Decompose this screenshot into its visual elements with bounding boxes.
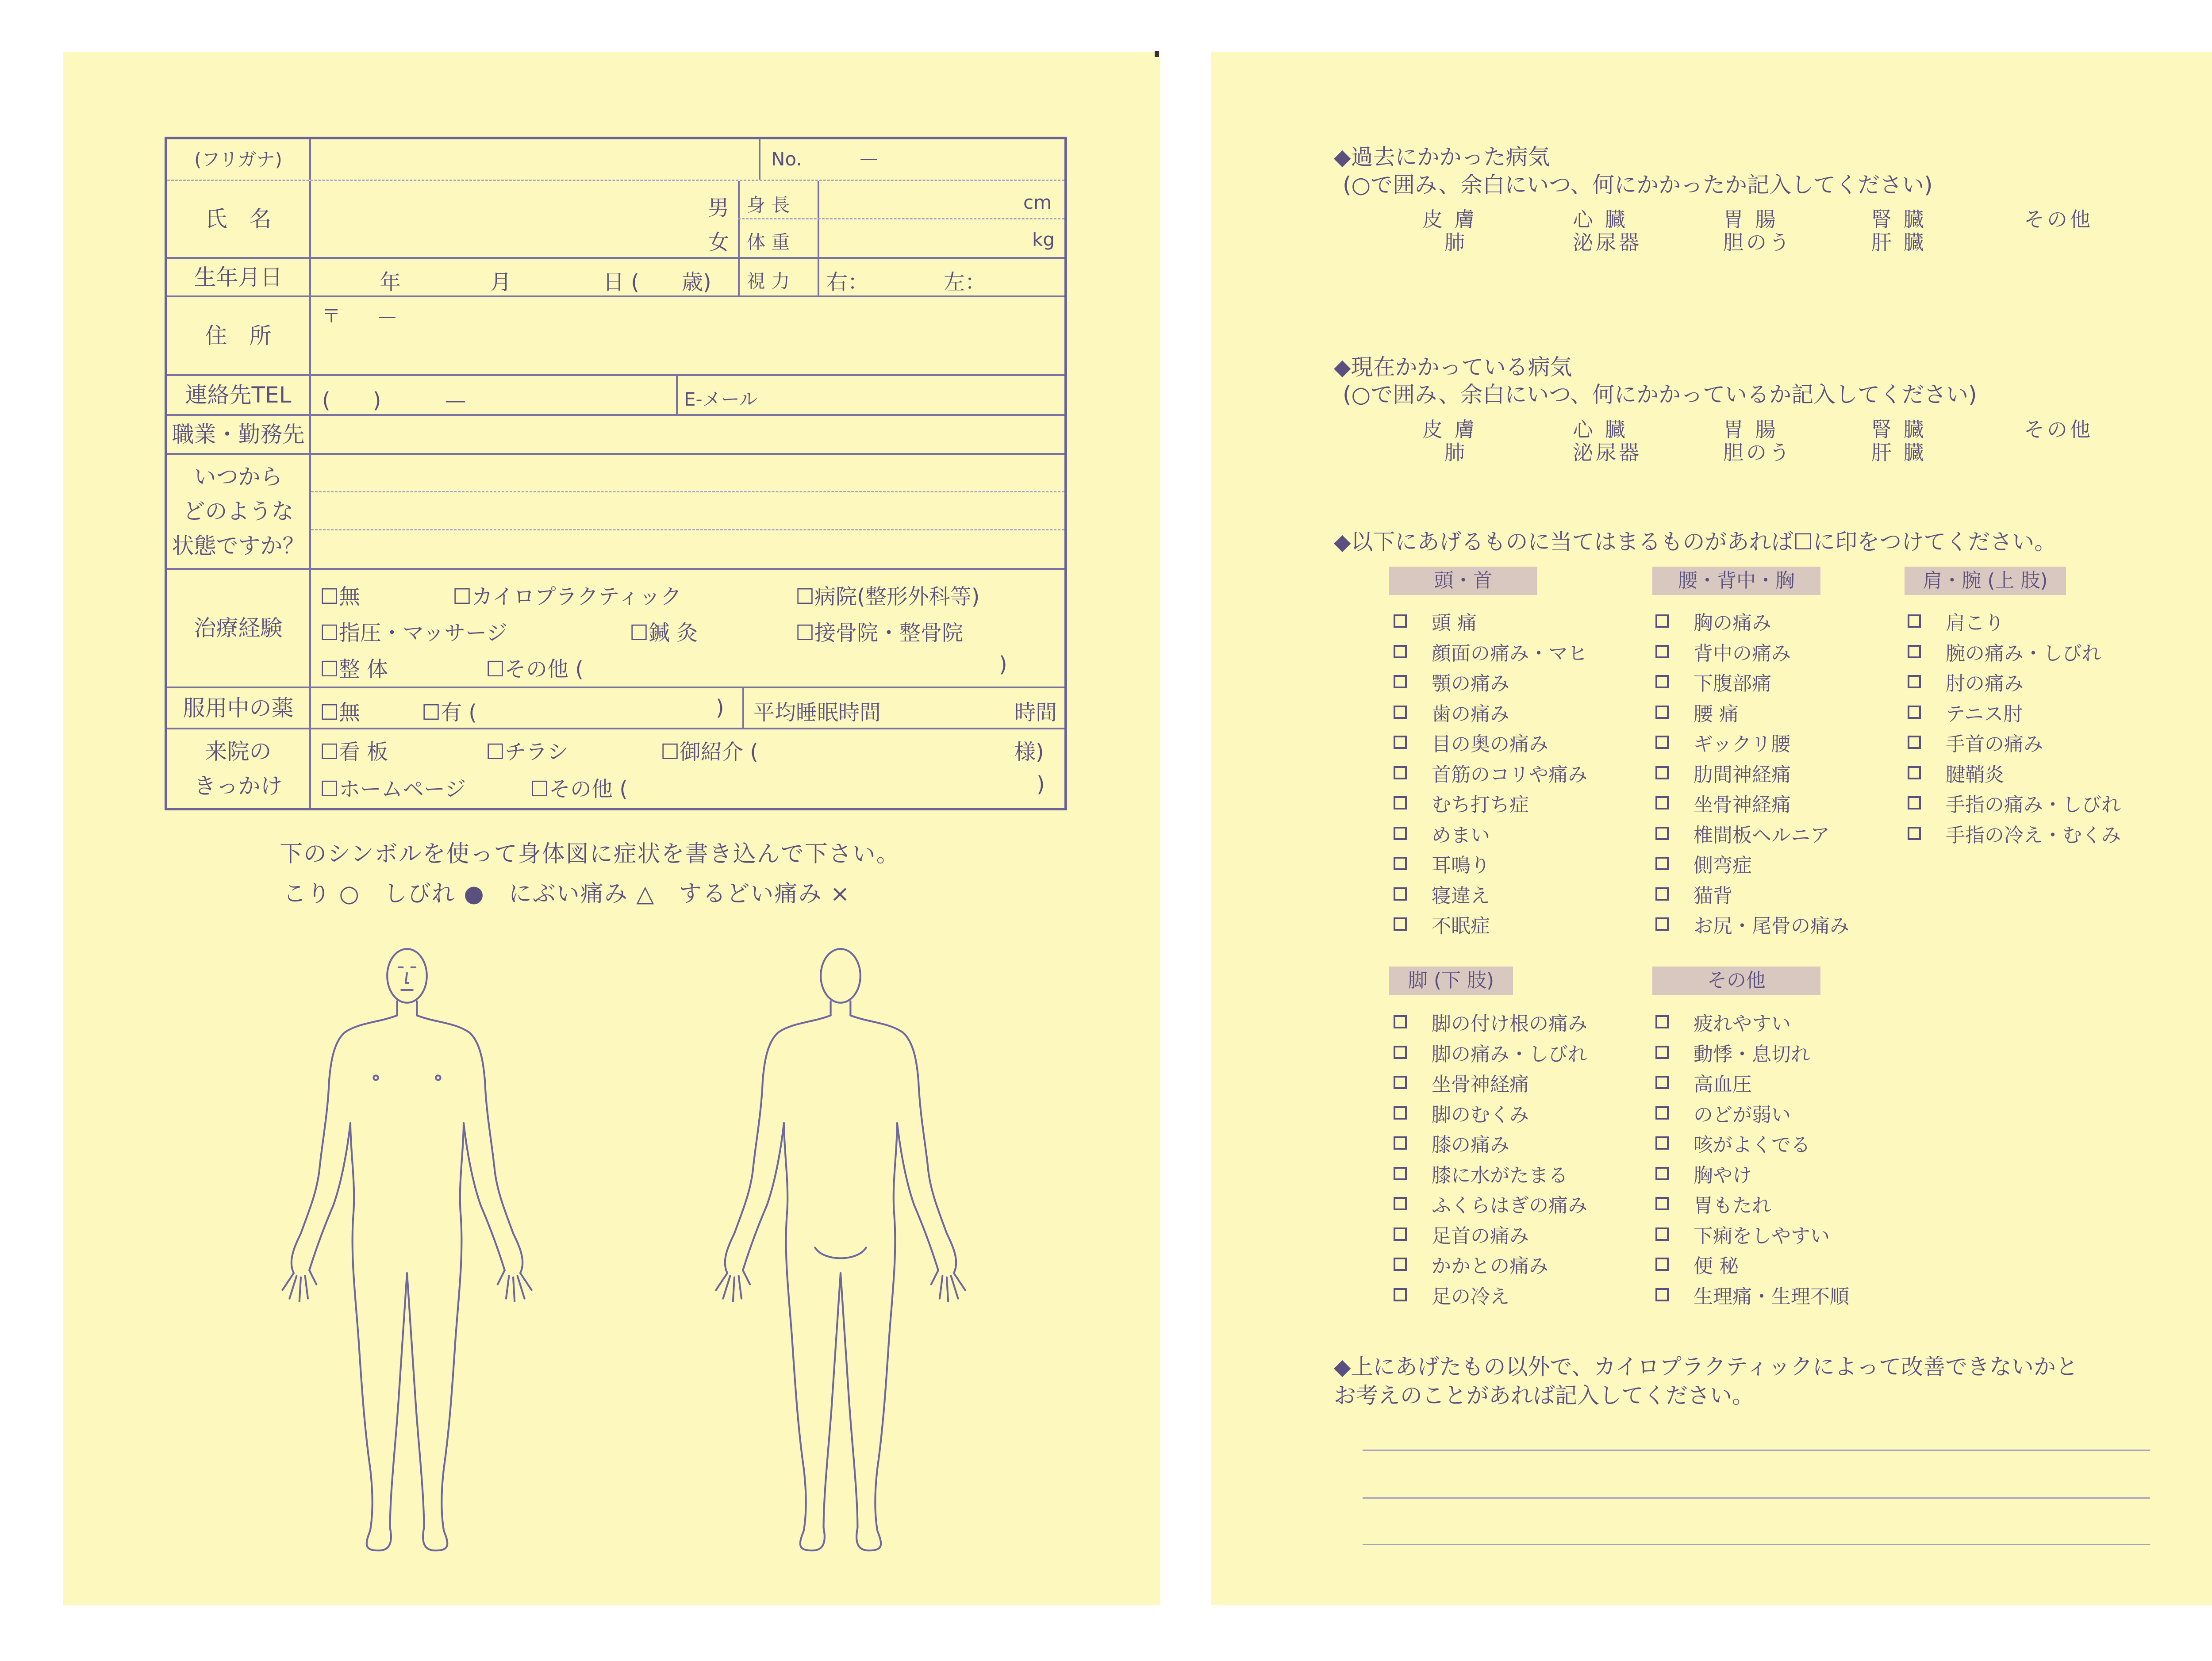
- shoulder-arm-item-label: 手首の痛み: [1946, 733, 2043, 756]
- leg-item-label: 足首の痛み: [1432, 1224, 1529, 1247]
- day-age-label: 日 ( 歳): [603, 270, 711, 295]
- symptom-history-label: いつから どのような 状態ですか？: [167, 455, 311, 568]
- shoulder-arm-item[interactable]: [1908, 606, 2121, 637]
- medicine-row: [167, 688, 1064, 729]
- visit-flyer-checkbox[interactable]: ☐チラシ: [486, 740, 569, 764]
- treatment-other-close: ): [999, 652, 1007, 677]
- leg-item-label: 膝に水がたまる: [1432, 1164, 1568, 1187]
- category-head-neck: 頭・首: [1389, 567, 1537, 595]
- disease-heart[interactable]: 心 臓: [1573, 418, 1628, 441]
- treatment-chiro-checkbox[interactable]: ☐カイロプラクティック: [453, 584, 682, 609]
- other-item[interactable]: [1655, 1098, 1849, 1128]
- head-neck-item-label: めまい: [1432, 824, 1490, 847]
- referral-row: [167, 729, 1064, 808]
- furigana-label: (フリガナ): [167, 139, 311, 180]
- female-option[interactable]: 女: [708, 230, 730, 255]
- other-item[interactable]: [1655, 1280, 1849, 1310]
- shoulder-arm-item-label: 手指の痛み・しびれ: [1946, 794, 2121, 817]
- checkbox[interactable]: [1394, 1106, 1407, 1120]
- other-item-label: 生理痛・生理不順: [1694, 1285, 1849, 1308]
- checkbox[interactable]: [1394, 1288, 1407, 1301]
- checkbox[interactable]: [1655, 1228, 1669, 1241]
- head-neck-item-label: 目の奥の痛み: [1432, 733, 1548, 756]
- back-chest-item[interactable]: [1655, 879, 1849, 909]
- other-item-label: 咳がよくでる: [1694, 1134, 1810, 1157]
- checkbox[interactable]: [1394, 917, 1407, 931]
- checkbox[interactable]: [1655, 706, 1669, 719]
- leg-item-label: 脚のむくみ: [1432, 1103, 1529, 1126]
- back-chest-item-label: ギックリ腰: [1694, 733, 1791, 756]
- address-row: [167, 297, 1064, 376]
- month-label: 月: [490, 270, 512, 295]
- leg-checklist: [1394, 1007, 1587, 1310]
- disease-lung[interactable]: 肺: [1444, 230, 1467, 254]
- head-neck-item[interactable]: [1394, 697, 1587, 728]
- back-chest-item-label: 猫背: [1694, 884, 1732, 907]
- other-item-label: 便 秘: [1694, 1255, 1739, 1278]
- disease-gallbladder[interactable]: 胆のう: [1723, 230, 1792, 254]
- body-diagram-back[interactable]: [699, 933, 982, 1570]
- category-shoulder-arm: 肩・腕 (上 肢): [1905, 567, 2066, 595]
- disease-other[interactable]: その他: [2024, 418, 2093, 441]
- checkbox[interactable]: [1394, 645, 1407, 658]
- contact-row: [167, 376, 1064, 416]
- leg-item-label: かかとの痛み: [1432, 1255, 1548, 1278]
- checkbox[interactable]: [1655, 736, 1669, 749]
- current-illness-title: ◆現在かかっている病気: [1334, 354, 1572, 380]
- visit-sign-checkbox[interactable]: ☐看 板: [320, 740, 388, 764]
- disease-gallbladder[interactable]: 胆のう: [1723, 441, 1792, 464]
- other-item-label: 下痢をしやすい: [1694, 1224, 1830, 1247]
- checkbox[interactable]: [1394, 1228, 1407, 1241]
- leg-item-label: 脚の付け根の痛み: [1432, 1013, 1587, 1036]
- symptom-checklist-title: ◆以下にあげるものに当てはまるものがあれば☐に印をつけてください。: [1334, 529, 2057, 555]
- checkbox[interactable]: [1394, 796, 1407, 809]
- shoulder-arm-item[interactable]: [1908, 758, 2121, 788]
- head-neck-item[interactable]: [1394, 848, 1587, 879]
- head-neck-item-label: 顔面の痛み・マヒ: [1432, 642, 1587, 665]
- back-chest-item[interactable]: [1655, 758, 1849, 788]
- medicine-close: ): [716, 695, 724, 720]
- back-chest-item[interactable]: [1655, 667, 1849, 697]
- back-chest-item-label: 腰 痛: [1694, 702, 1739, 725]
- shoulder-arm-item[interactable]: [1908, 637, 2121, 667]
- leg-item[interactable]: [1394, 1158, 1587, 1189]
- checkbox[interactable]: [1394, 1046, 1407, 1059]
- back-chest-item[interactable]: [1655, 606, 1849, 637]
- head-neck-item[interactable]: [1394, 788, 1587, 818]
- back-chest-item[interactable]: [1655, 848, 1849, 879]
- leg-item-label: 足の冷え: [1432, 1285, 1509, 1308]
- leg-item-label: 坐骨神経痛: [1432, 1073, 1529, 1096]
- back-chest-item-label: 背中の痛み: [1694, 642, 1791, 665]
- checkbox[interactable]: [1908, 675, 1921, 688]
- checkbox[interactable]: [1394, 1258, 1407, 1271]
- address-label: 住 所: [167, 297, 311, 374]
- closing-prompt-line1: ◆上にあげたもの以外で、カイロプラクティックによって改善できないかと: [1334, 1354, 2078, 1380]
- no-dash: —: [860, 147, 878, 169]
- checkbox[interactable]: [1908, 706, 1921, 719]
- referral-label: 来院の きっかけ: [167, 729, 311, 808]
- category-leg: 脚 (下 肢): [1389, 967, 1513, 995]
- shoulder-arm-item-label: 手指の冷え・むくみ: [1946, 824, 2121, 847]
- other-item[interactable]: [1655, 1249, 1849, 1280]
- checkbox[interactable]: [1394, 1136, 1407, 1150]
- height-label: 身 長: [747, 194, 790, 216]
- vision-label: 視 力: [747, 270, 790, 292]
- checkbox[interactable]: [1908, 614, 1921, 628]
- head-neck-item-label: 首筋のコリや痛み: [1432, 763, 1587, 786]
- visit-referral-checkbox[interactable]: ☐御紹介 (: [661, 740, 759, 764]
- back-chest-item-label: 下腹部痛: [1694, 672, 1771, 695]
- other-item[interactable]: [1655, 1219, 1849, 1250]
- checkbox[interactable]: [1655, 796, 1669, 809]
- checkbox[interactable]: [1908, 827, 1921, 840]
- medicine-none-checkbox[interactable]: ☐無: [320, 700, 361, 725]
- shoulder-arm-item-label: 腱鞘炎: [1946, 763, 2004, 786]
- writing-line[interactable]: [1363, 1544, 2150, 1545]
- checkbox[interactable]: [1655, 766, 1669, 779]
- visit-homepage-checkbox[interactable]: ☐ホームページ: [320, 777, 466, 802]
- back-chest-item[interactable]: [1655, 637, 1849, 667]
- other-item[interactable]: [1655, 1037, 1849, 1068]
- body-diagram-front[interactable]: [265, 933, 549, 1570]
- leg-item[interactable]: [1394, 1128, 1587, 1158]
- checkbox[interactable]: [1655, 614, 1669, 628]
- tel-label: 連絡先TEL: [167, 376, 311, 414]
- shoulder-arm-item-label: 肘の痛み: [1946, 672, 2024, 695]
- shoulder-arm-item[interactable]: [1908, 818, 2121, 849]
- checkbox[interactable]: [1655, 1288, 1669, 1301]
- other-checklist: [1655, 1007, 1849, 1310]
- head-neck-item-label: 頭 痛: [1432, 612, 1477, 635]
- other-item[interactable]: [1655, 1189, 1849, 1219]
- leg-item[interactable]: [1394, 1007, 1587, 1037]
- back-chest-item[interactable]: [1655, 697, 1849, 728]
- shoulder-arm-item[interactable]: [1908, 667, 2121, 697]
- checkbox[interactable]: [1655, 1136, 1669, 1150]
- treatment-seitai-checkbox[interactable]: ☐整 体: [320, 657, 388, 682]
- back-chest-item-label: 側弯症: [1694, 854, 1752, 877]
- furigana-field[interactable]: [311, 139, 904, 179]
- treatment-label: 治療経験: [167, 570, 311, 687]
- disease-kidney[interactable]: 腎 臓: [1871, 207, 1927, 231]
- treatment-none-checkbox[interactable]: ☐無: [320, 584, 361, 609]
- category-back-chest: 腰・背中・胸: [1652, 567, 1820, 595]
- disease-other[interactable]: その他: [2024, 207, 2093, 231]
- leg-item[interactable]: [1394, 1037, 1587, 1068]
- head-neck-item-label: むち打ち症: [1432, 794, 1529, 817]
- name-field[interactable]: [311, 181, 758, 257]
- other-item-label: 胃もたれ: [1694, 1194, 1771, 1217]
- other-item[interactable]: [1655, 1158, 1849, 1189]
- no-label: No.: [771, 148, 802, 170]
- leg-item[interactable]: [1394, 1219, 1587, 1250]
- checkbox[interactable]: [1655, 857, 1669, 870]
- checkbox[interactable]: [1655, 1046, 1669, 1059]
- category-other: その他: [1652, 967, 1820, 995]
- head-neck-item-label: 耳鳴り: [1432, 854, 1490, 877]
- leg-item[interactable]: [1394, 1067, 1587, 1098]
- checkbox[interactable]: [1394, 857, 1407, 870]
- head-neck-item[interactable]: [1394, 879, 1587, 909]
- back-chest-item-label: 椎間板ヘルニア: [1694, 824, 1830, 847]
- checkbox[interactable]: [1655, 1258, 1669, 1271]
- leg-item[interactable]: [1394, 1280, 1587, 1310]
- shoulder-arm-item-label: 肩こり: [1946, 612, 2004, 635]
- checkbox[interactable]: [1655, 1197, 1669, 1210]
- symbol-legend: こり ○ しびれ ● にぶい痛み △ するどい痛み ×: [283, 881, 851, 907]
- name-label: 氏 名: [167, 181, 311, 257]
- symptom-history-row: [167, 455, 1064, 570]
- other-item-label: 動悸・息切れ: [1694, 1043, 1810, 1066]
- treatment-bonesetter-checkbox[interactable]: ☐接骨院・整骨院: [795, 621, 964, 645]
- other-item[interactable]: [1655, 1067, 1849, 1098]
- medicine-label: 服用中の薬: [167, 688, 311, 728]
- writing-line[interactable]: [1363, 1450, 2150, 1451]
- disease-urinary[interactable]: 泌尿器: [1573, 441, 1642, 464]
- other-item-label: 疲れやすい: [1694, 1013, 1791, 1036]
- checkbox[interactable]: [1655, 675, 1669, 688]
- checkbox[interactable]: [1394, 1076, 1407, 1089]
- vision-left[interactable]: 左：: [944, 270, 987, 295]
- sleep-unit: 時間: [1014, 700, 1057, 725]
- shoulder-arm-checklist: [1908, 606, 2121, 848]
- disease-stomach[interactable]: 胃 腸: [1723, 207, 1778, 231]
- weight-unit: kg: [1032, 229, 1055, 250]
- other-item-label: 胸やけ: [1694, 1164, 1752, 1187]
- disease-skin[interactable]: 皮 膚: [1422, 418, 1478, 441]
- vision-right[interactable]: 右：: [826, 270, 869, 295]
- head-neck-item-label: 不眠症: [1432, 915, 1490, 938]
- checkbox[interactable]: [1394, 614, 1407, 628]
- medicine-yes-checkbox[interactable]: ☐有 (: [422, 700, 477, 725]
- checkbox[interactable]: [1394, 887, 1407, 901]
- head-neck-item-label: 歯の痛み: [1432, 702, 1509, 725]
- past-illness-note: (○で囲み、余白にいつ、何にかかったか記入してください): [1343, 172, 1933, 198]
- head-neck-checklist: [1394, 606, 1587, 940]
- checkbox[interactable]: [1655, 917, 1669, 931]
- shoulder-arm-item[interactable]: [1908, 727, 2121, 758]
- head-neck-item[interactable]: [1394, 637, 1587, 667]
- writing-line[interactable]: [1363, 1497, 2150, 1499]
- head-neck-item[interactable]: [1394, 909, 1587, 940]
- treatment-acupuncture-checkbox[interactable]: ☐鍼 灸: [630, 621, 698, 645]
- checkbox[interactable]: [1394, 675, 1407, 688]
- email-field[interactable]: E-メール: [684, 388, 758, 410]
- checkbox[interactable]: [1655, 827, 1669, 840]
- shoulder-arm-item[interactable]: [1908, 788, 2121, 818]
- back-chest-item-label: 胸の痛み: [1694, 612, 1771, 635]
- disease-lung[interactable]: 肺: [1444, 441, 1467, 464]
- tel-field[interactable]: ( ) —: [322, 388, 466, 413]
- treatment-shiatsu-checkbox[interactable]: ☐指圧・マッサージ: [320, 621, 508, 645]
- checkbox[interactable]: [1394, 827, 1407, 840]
- head-neck-item-label: 寝違え: [1432, 884, 1490, 907]
- head-neck-item[interactable]: [1394, 727, 1587, 758]
- weight-label: 体 重: [747, 231, 790, 253]
- past-illness-title: ◆過去にかかった病気: [1334, 144, 1550, 170]
- checkbox[interactable]: [1908, 645, 1921, 658]
- back-chest-item[interactable]: [1655, 909, 1849, 940]
- occupation-row: [167, 416, 1064, 455]
- leg-item-label: 脚の痛み・しびれ: [1432, 1043, 1587, 1066]
- disease-stomach[interactable]: 胃 腸: [1723, 418, 1778, 441]
- disease-kidney[interactable]: 腎 臓: [1871, 418, 1927, 441]
- head-neck-item[interactable]: [1394, 758, 1587, 788]
- checkbox[interactable]: [1655, 1076, 1669, 1089]
- leg-item[interactable]: [1394, 1249, 1587, 1280]
- checkbox[interactable]: [1394, 1197, 1407, 1210]
- patient-info-table: [165, 137, 1067, 810]
- closing-prompt-line2: お考えのことがあれば記入してください。: [1334, 1383, 1754, 1408]
- checkbox[interactable]: [1908, 736, 1921, 749]
- checkbox[interactable]: [1394, 1015, 1407, 1028]
- checkbox[interactable]: [1655, 1015, 1669, 1028]
- male-option[interactable]: 男: [708, 196, 730, 220]
- other-item[interactable]: [1655, 1128, 1849, 1158]
- back-chest-item[interactable]: [1655, 818, 1849, 849]
- furigana-row: [167, 139, 1064, 181]
- back-chest-item[interactable]: [1655, 727, 1849, 758]
- scan-edge-mark: [1155, 51, 1159, 57]
- postal-code[interactable]: 〒 —: [322, 305, 397, 327]
- leg-item-label: ふくらはぎの痛み: [1432, 1194, 1587, 1217]
- checkbox[interactable]: [1394, 736, 1407, 749]
- current-illness-note: (○で囲み、余白にいつ、何にかかっているか記入してください): [1343, 382, 1977, 407]
- treatment-hospital-checkbox[interactable]: ☐病院(整形外科等): [795, 584, 980, 609]
- symptom-history-field[interactable]: [311, 455, 1063, 568]
- leg-item[interactable]: [1394, 1098, 1587, 1128]
- checkbox[interactable]: [1908, 766, 1921, 779]
- back-chest-item-label: 坐骨神経痛: [1694, 794, 1791, 817]
- head-neck-item[interactable]: [1394, 667, 1587, 697]
- head-neck-item[interactable]: [1394, 606, 1587, 637]
- body-chart-instruction: 下のシンボルを使って身体図に症状を書き込んで下さい。: [280, 841, 900, 867]
- leg-item-label: 膝の痛み: [1432, 1134, 1509, 1157]
- occupation-label: 職業・勤務先: [167, 416, 311, 453]
- disease-heart[interactable]: 心 臓: [1573, 207, 1628, 231]
- shoulder-arm-item-label: 腕の痛み・しびれ: [1946, 642, 2101, 665]
- birthdate-row: [167, 259, 1064, 297]
- back-chest-checklist: [1655, 606, 1849, 940]
- name-row: [167, 181, 1064, 259]
- checkbox[interactable]: [1394, 766, 1407, 779]
- back-chest-item-label: お尻・尾骨の痛み: [1694, 915, 1849, 938]
- disease-liver[interactable]: 肝 臓: [1871, 230, 1927, 254]
- checkbox[interactable]: [1394, 706, 1407, 719]
- head-neck-item-label: 顎の痛み: [1432, 672, 1509, 695]
- other-item-label: 高血圧: [1694, 1073, 1752, 1096]
- checkbox[interactable]: [1655, 1167, 1669, 1180]
- head-neck-item[interactable]: [1394, 818, 1587, 849]
- other-item[interactable]: [1655, 1007, 1849, 1037]
- checkbox[interactable]: [1655, 645, 1669, 658]
- disease-liver[interactable]: 肝 臓: [1871, 441, 1927, 464]
- visit-other-checkbox[interactable]: ☐その他 (: [530, 777, 628, 802]
- other-item-label: のどが弱い: [1694, 1103, 1791, 1126]
- shoulder-arm-item-label: テニス肘: [1946, 702, 2023, 725]
- checkbox[interactable]: [1655, 1106, 1669, 1120]
- back-chest-item[interactable]: [1655, 788, 1849, 818]
- sleep-label: 平均睡眠時間: [753, 700, 881, 725]
- leg-item[interactable]: [1394, 1189, 1587, 1219]
- back-chest-item-label: 肋間神経痛: [1694, 763, 1791, 786]
- birthdate-label: 生年月日: [167, 259, 311, 295]
- visit-other-close: ): [1037, 772, 1045, 797]
- checkbox[interactable]: [1655, 887, 1669, 901]
- disease-urinary[interactable]: 泌尿器: [1573, 230, 1642, 254]
- checkbox[interactable]: [1394, 1167, 1407, 1180]
- height-unit: cm: [1023, 192, 1052, 213]
- shoulder-arm-item[interactable]: [1908, 697, 2121, 728]
- checkbox[interactable]: [1908, 796, 1921, 809]
- visit-referral-suffix: 様): [1014, 740, 1044, 764]
- treatment-row: [167, 570, 1064, 688]
- treatment-other-checkbox[interactable]: ☐その他 (: [486, 657, 584, 682]
- year-label: 年: [380, 270, 401, 295]
- disease-skin[interactable]: 皮 膚: [1422, 207, 1478, 231]
- occupation-field[interactable]: [311, 416, 1063, 453]
